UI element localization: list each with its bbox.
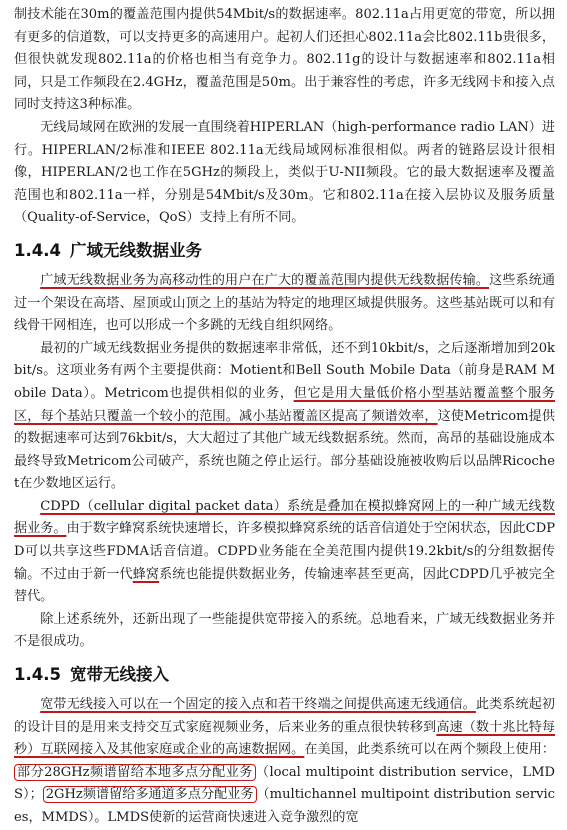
section-heading-1-4-4 bbox=[14, 236, 555, 266]
underlined-text: 高速（数十兆比特每秒）互联网接入及其他家庭或企业的高速数据网。 bbox=[14, 719, 556, 758]
boxed-text: 部分28GHz频谱留给本地多点分配业务 bbox=[14, 764, 256, 781]
body-text: 这使Metricom提供的数据速率可达到76kbit/s，大大超过了其他广域无线数据系统。然而，高昂的基础设施成本最终导致Metricom公司破产，系统也随之停止运行。部分基础设施被收购后以品牌Ricochet在少数地区运行。 bbox=[14, 408, 556, 492]
section-number: 1.4.4 bbox=[14, 240, 61, 260]
body-text: （local multipoint distribution service，LMDS）； bbox=[14, 764, 556, 803]
section-title: 宽带无线接入 bbox=[70, 665, 169, 685]
boxed-text: 2GHz频谱留给多通道多点分配业务 bbox=[43, 786, 257, 803]
paragraph-80211a: 制技术能在30m的覆盖范围内提供54Mbit/s的数据速率。802.11a占用更宽的带宽，所以拥有更多的信道数，可以支持更多的高速用户。起初人们还担心802.11a会比802.11b贵很多，但很快就发现802.11a的价格也相当有竞争力。802.11g的设计与数据速率和802.11a相同，只是工作频段在2.4GHz，覆盖范围是50m。出于兼容性的考虑，许多无线网卡和接入点同时支持这3种标准。 bbox=[14, 7, 555, 113]
section-number: 1.4.5 bbox=[14, 665, 61, 685]
underlined-text: CDPD（cellular digital packet data）系统是叠加在模拟蜂窝网上的一种广域无线数据业务。 bbox=[14, 498, 555, 537]
paragraph-metricom bbox=[14, 338, 555, 496]
underlined-text: 但它是用大量低价格小型基站覆盖整个服务区，每个基站只覆盖一个较小的范围。 bbox=[14, 385, 556, 424]
underlined-text: 蜂窝 bbox=[132, 566, 160, 582]
body-text: 此类系统起初的设计目的是用来支持交互式家庭视频业务，后来业务的重点很快转移到 bbox=[14, 697, 555, 735]
section-heading-1-4-5 bbox=[14, 660, 555, 690]
section-title: 广域无线数据业务 bbox=[70, 240, 202, 260]
body-text: 系统也能提供数据业务，传输速率甚至更高，因此CDPD几乎被完全替代。 bbox=[14, 566, 556, 605]
underlined-text: 宽带无线接入可以在一个固定的接入点和若干终端之间提供高速无线通信。 bbox=[40, 697, 476, 713]
body-text: 在美国，此类系统可以在两个频段上使用： bbox=[304, 742, 556, 758]
paragraph-cdpd bbox=[14, 496, 555, 609]
body-text: 最初的广域无线数据业务提供的数据速率非常低，还不到10kbit/s，之后逐渐增加到20kbit/s。这项业务有两个主要提供商：Motient和Bell South Mobile Data（前身是RAM Mobile Data）。Metricom也提供相似的业务， bbox=[14, 340, 555, 401]
underlined-text: 减小基站覆盖区提高了频谱效率， bbox=[239, 408, 438, 424]
body-text: 这些系统通过一个架设在高塔、屋顶或山顶之上的基站为特定的地理区域提供服务。这些基站既可以和有线骨干网相连，也可以形成一个多跳的无线自组织网络。 bbox=[14, 272, 555, 334]
paragraph-summary: 除上述系统外，还新出现了一些能提供宽带接入的系统。总地看来，广域无线数据业务并不是很成功。 bbox=[14, 611, 555, 650]
underlined-text: 广域无线数据业务为高移动性的用户在广大的覆盖范围内提供无线数据传输。 bbox=[40, 272, 490, 288]
body-text: 由于数字蜂窝系统快速增长，许多模拟蜂窝系统的话音信道处于空闲状态，因此CDPD可以共享这些FDMA话音信道。CDPD业务能在全美范围内提供19.2kbit/s的分组数据传输。不过由于新一代 bbox=[14, 521, 556, 582]
paragraph-wan-intro bbox=[14, 270, 555, 338]
paragraph-broadband bbox=[14, 694, 555, 830]
body-text: （multichannel multipoint distribution services，MMDS）。LMDS使新的运营商快速进入竞争激烈的宽 bbox=[14, 787, 555, 825]
paragraph-hiperlan: 无线局域网在欧洲的发展一直围绕着HIPERLAN（high-performance radio LAN）进行。HIPERLAN/2标准和IEEE 802.11a无线局域网标准很相似。两者的链路层设计很相像，HIPERLAN/2也工作在5GHz的频段上，类似于U-NII频段。它的最大数据速率及覆盖范围也和802.11a一样，分别是54Mbit/s及30m。它和802.11a在接入层协议及服务质量（Quality-of-Service，QoS）支持上有所不同。 bbox=[14, 119, 555, 226]
